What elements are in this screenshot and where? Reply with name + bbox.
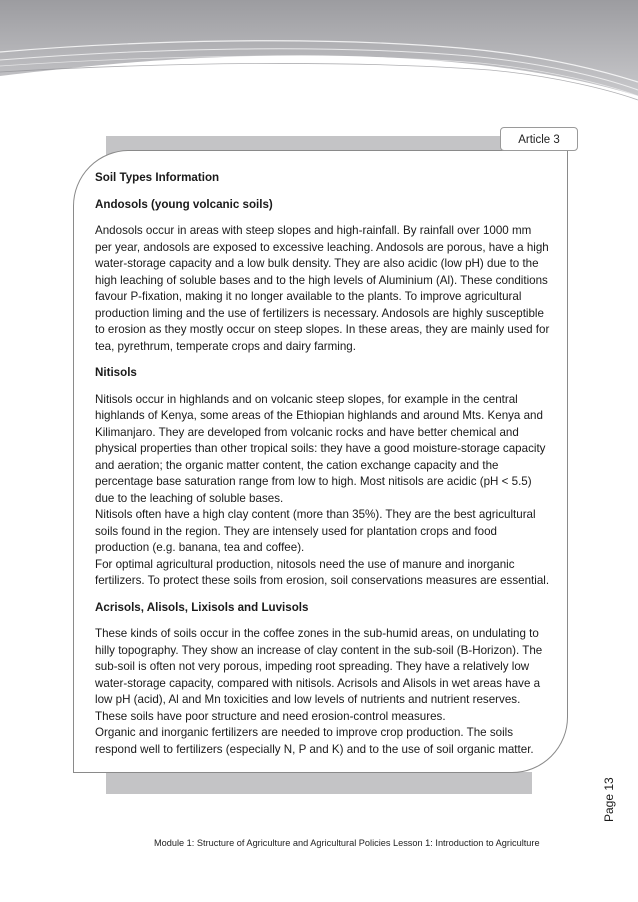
paragraph-nitisols-1: Nitisols occur in highlands and on volcanic steep slopes, for example in the central highlands of Kenya, some areas of the Ethiopian highlands and around Mts. Kenya and Kilimanjaro. They are developed from volcanic rocks and have better chemical and physical properties than other tropical soils: they have a good moisture-storage capacity and aeration; the organic matter content, the cation exchange capacity and the percentage base saturation range from low to high. Most nitisols are acidic (pH < 5.5) due to the leaching of soluble bases. xyxy=(95,392,546,505)
page-number xyxy=(598,778,620,822)
paragraph-andosols: Andosols occur in areas with steep slopes and high-rainfall. By rainfall over 1000 mm per year, andosols are exposed to excessive leaching. Andosols are porous, have a high water-storage capacity and a low bulk density. They are also acidic (low pH) due to the high leaching of soluble bases and to the high levels of Aluminium (Al). These conditions favour P-fixation, making it no longer available to the plants. To improve agricultural production liming and the use of fertilizers is necessary. Andosols are highly susceptible to erosion as they mostly occur on steep slopes. In these areas, they are mainly used for tea, pyrethrum, temperate crops and dairy farming. xyxy=(95,224,550,353)
heading-andosols: Andosols (young volcanic soils) xyxy=(95,197,273,211)
paragraph-nitisols-3: For optimal agricultural production, nitosols need the use of manure and inorganic fertilizers. To protect these soils from erosion, soil conservations measures are essential. xyxy=(95,557,550,587)
paragraph-acrisols-1: These kinds of soils occur in the coffee zones in the sub-humid areas, on undulating to hilly topography. They show an increase of clay content in the sub-soil (B-Horizon). The sub-soil is often not very porous, impeding root spreading. They have a relatively low water-storage capacity, compared with nitisols. Acrisols and Alisols in wet areas have a low pH (acid), Al and Mn toxicities and low levels of nutrients and nutrient reserves. These soils have poor structure and need erosion-control measures. xyxy=(95,627,543,723)
footer-text: Module 1: Structure of Agriculture and Agricultural Policies Lesson 1: Introduction to Agriculture xyxy=(154,838,540,848)
bottom-grey-band xyxy=(106,772,532,794)
page-number-label: Page 13 xyxy=(602,777,616,822)
heading-nitisols: Nitisols xyxy=(95,366,137,379)
header-decoration xyxy=(0,0,638,110)
heading-acrisols: Acrisols, Alisols, Lixisols and Luvisols xyxy=(95,600,309,614)
paragraph-nitisols-2: Nitisols often have a high clay content (more than 35%). They are the best agricultural soils found in the region. They are intensely used for plantation crops and food production (e.g. banana, tea and coffee). xyxy=(95,508,536,554)
article-tab: Article 3 xyxy=(500,127,578,151)
paragraph-acrisols-2: Organic and inorganic fertilizers are needed to improve crop production. The soils respond well to fertilizers (especially N, P and K) and to the use of soil organic matter. xyxy=(95,726,534,756)
article-content xyxy=(95,170,550,768)
section-title: Soil Types Information xyxy=(95,171,220,184)
